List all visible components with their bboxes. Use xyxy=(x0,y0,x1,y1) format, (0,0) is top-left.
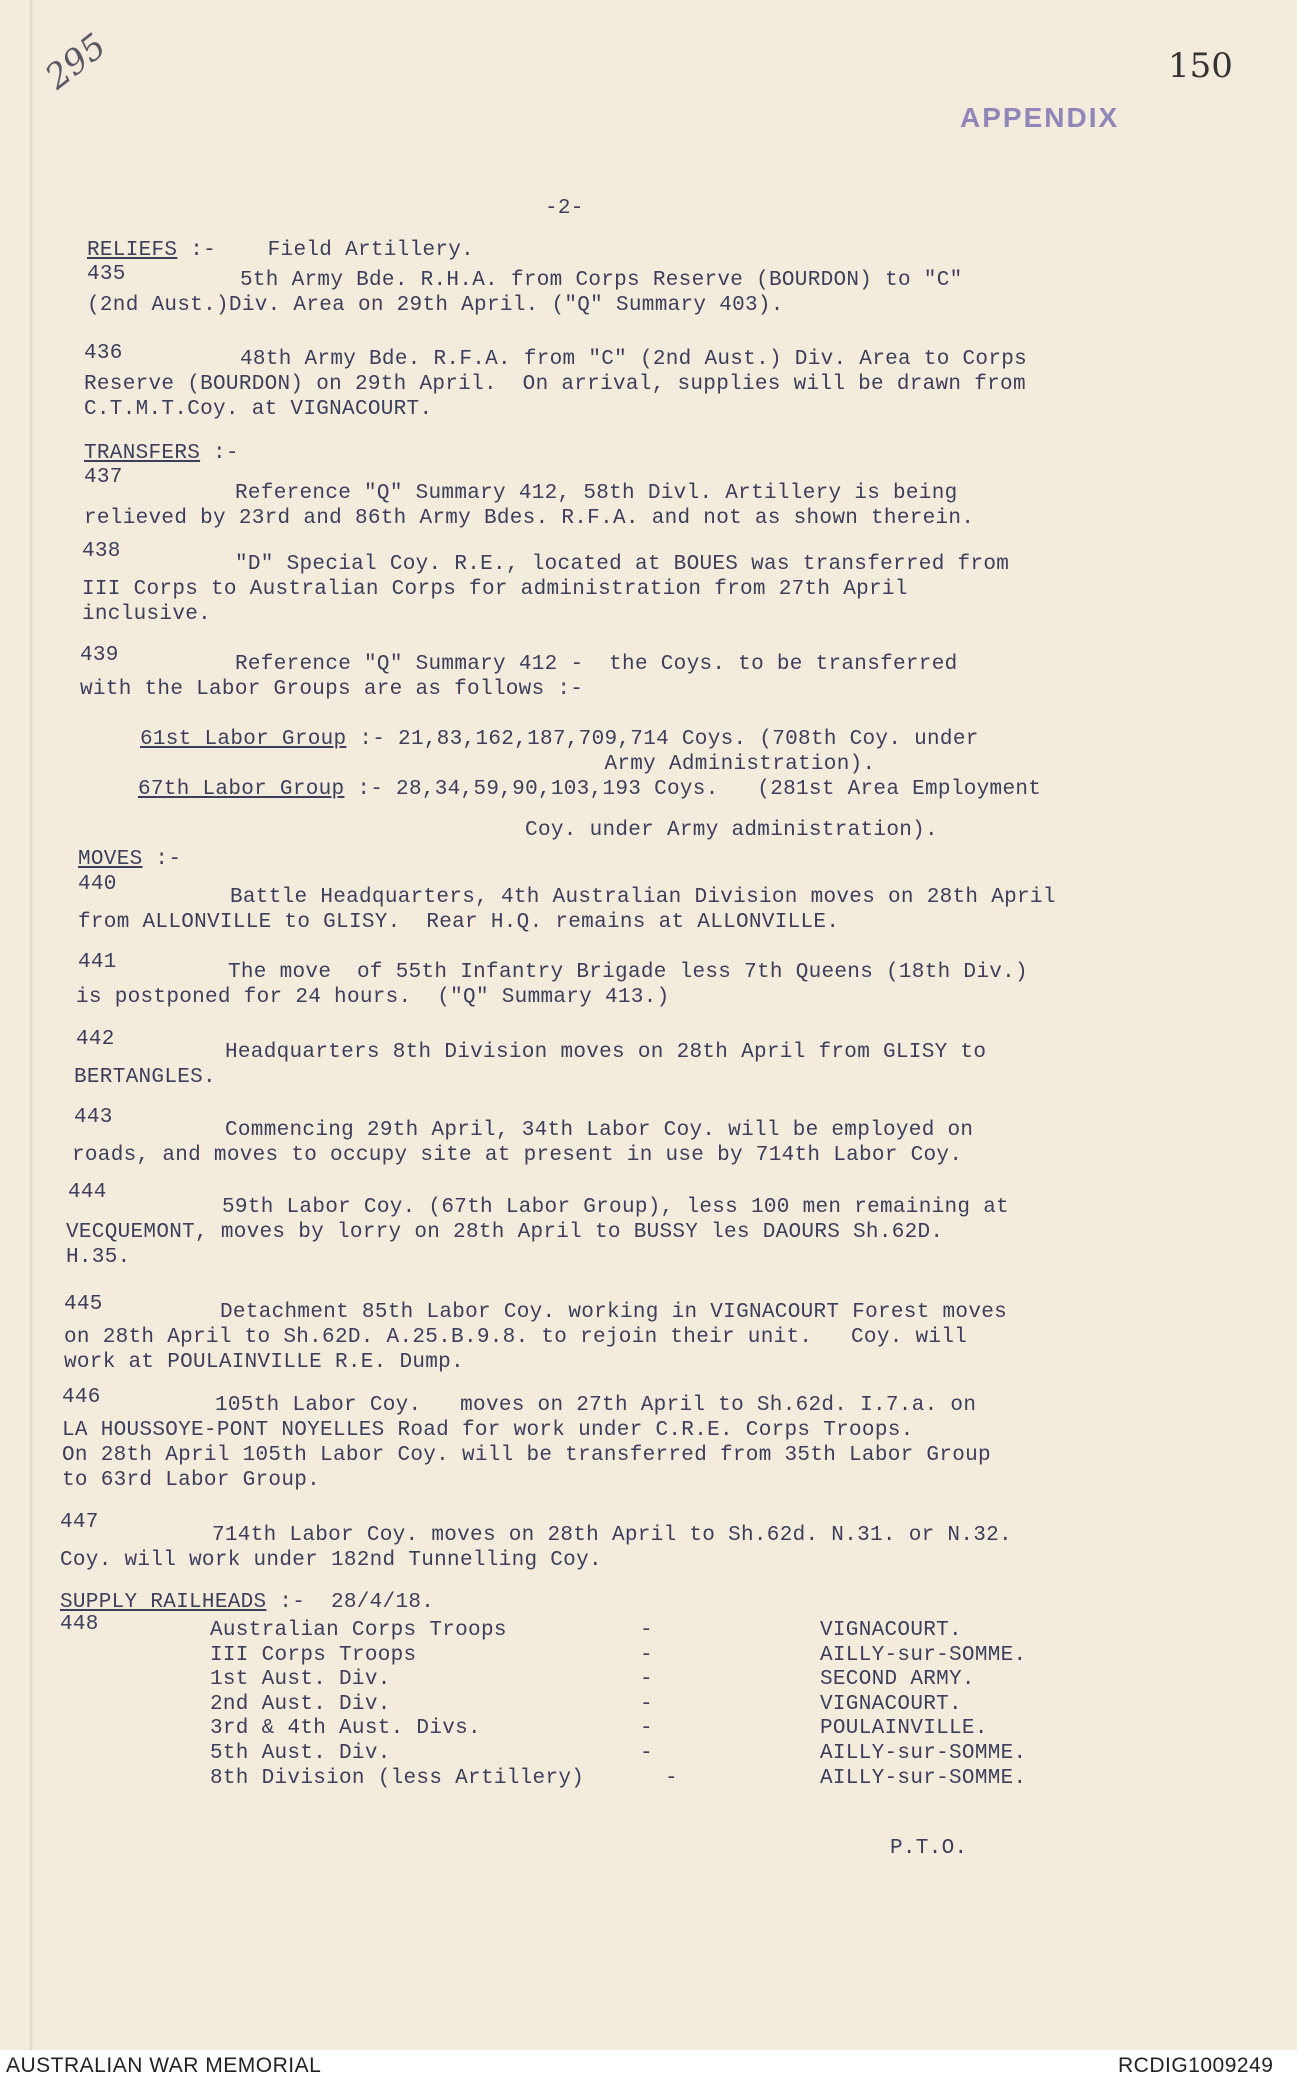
para-446-line: On 28th April 105th Labor Coy. will be transferred from 35th Labor Group xyxy=(62,1444,991,1467)
para-438-line: "D" Special Coy. R.E., located at BOUES was transferred from xyxy=(235,553,1010,576)
para-435-number: 435 xyxy=(87,263,126,286)
railhead-unit: 3rd & 4th Aust. Divs. xyxy=(210,1717,481,1740)
railhead-location: AILLY-sur-SOMME. xyxy=(820,1644,1027,1667)
para-442-number: 442 xyxy=(76,1028,115,1051)
para-436-line: 48th Army Bde. R.F.A. from "C" (2nd Aust.) Div. Area to Corps xyxy=(240,348,1028,371)
para-444-line: VECQUEMONT, moves by lorry on 28th April to BUSSY les DAOURS Sh.62D. xyxy=(66,1221,944,1244)
railhead-dash: - xyxy=(640,1668,653,1691)
railheads-date: :- 28/4/18. xyxy=(279,1591,435,1614)
transfers-heading: TRANSFERS xyxy=(84,442,201,465)
para-436-line: Reserve (BOURDON) on 29th April. On arrival, supplies will be drawn from xyxy=(84,373,1026,396)
para-447-number: 447 xyxy=(60,1511,99,1534)
appendix-stamp: APPENDIX xyxy=(960,102,1120,133)
reliefs-heading-line: RELIEFS :- Field Artillery. xyxy=(87,239,475,262)
railhead-location: POULAINVILLE. xyxy=(820,1717,988,1740)
railhead-unit: 1st Aust. Div. xyxy=(210,1668,391,1691)
transfers-heading-line: TRANSFERS :- xyxy=(84,442,239,465)
railheads-heading-line xyxy=(60,1590,434,1615)
para-445-line: work at POULAINVILLE R.E. Dump. xyxy=(64,1351,464,1374)
railhead-dash: - xyxy=(665,1767,678,1790)
para-448-number: 448 xyxy=(60,1613,99,1636)
pto-note: P.T.O. xyxy=(890,1837,968,1860)
para-435-line: (2nd Aust.)Div. Area on 29th April. ("Q" Summary 403). xyxy=(87,294,784,317)
railheads-heading: SUPPLY RAILHEADS xyxy=(60,1591,267,1614)
labor-group-61 xyxy=(140,727,979,752)
para-447-line: Coy. will work under 182nd Tunnelling Coy. xyxy=(60,1549,602,1572)
para-444-line: 59th Labor Coy. (67th Labor Group), less 100 men remaining at xyxy=(222,1196,1010,1219)
labor-group-67-note: Coy. under Army administration). xyxy=(138,819,938,842)
para-436-line: C.T.M.T.Coy. at VIGNACOURT. xyxy=(84,398,433,421)
para-437-number: 437 xyxy=(84,466,123,489)
para-445-number: 445 xyxy=(64,1293,103,1316)
reliefs-heading: RELIEFS xyxy=(87,239,178,262)
para-446-line: LA HOUSSOYE-PONT NOYELLES Road for work under C.R.E. Corps Troops. xyxy=(62,1419,914,1442)
para-443-line: roads, and moves to occupy site at present in use by 714th Labor Coy. xyxy=(72,1144,963,1167)
para-440-line: Battle Headquarters, 4th Australian Division moves on 28th April xyxy=(230,886,1056,909)
para-446-number: 446 xyxy=(62,1386,101,1409)
para-440-number: 440 xyxy=(78,873,117,896)
railhead-location: VIGNACOURT. xyxy=(820,1619,962,1642)
moves-heading: MOVES xyxy=(78,848,143,871)
para-438-line: inclusive. xyxy=(82,603,212,626)
railhead-dash: - xyxy=(640,1717,653,1740)
para-439-line: with the Labor Groups are as follows :- xyxy=(80,678,584,701)
railhead-location: VIGNACOURT. xyxy=(820,1693,962,1716)
railhead-location: AILLY-sur-SOMME. xyxy=(820,1767,1027,1790)
railhead-unit: 8th Division (less Artillery) xyxy=(210,1767,585,1790)
para-444-number: 444 xyxy=(68,1181,107,1204)
para-442-line: BERTANGLES. xyxy=(74,1066,216,1089)
railhead-unit: Australian Corps Troops xyxy=(210,1619,507,1642)
para-438-line: III Corps to Australian Corps for administration from 27th April xyxy=(82,578,908,601)
railhead-location: SECOND ARMY. xyxy=(820,1668,975,1691)
para-439-line: Reference "Q" Summary 412 - the Coys. to be transferred xyxy=(235,653,958,676)
labor-group-61-name: 61st Labor Group xyxy=(140,728,347,751)
para-447-line: 714th Labor Coy. moves on 28th April to Sh.62d. N.31. or N.32. xyxy=(212,1524,1012,1547)
para-441-line: is postponed for 24 hours. ("Q" Summary 413.) xyxy=(76,986,670,1009)
railhead-dash: - xyxy=(640,1693,653,1716)
labor-group-61-coys: :- 21,83,162,187,709,714 Coys. (708th Coy. under xyxy=(359,728,979,751)
page-number: 150 xyxy=(1168,46,1233,86)
railhead-dash: - xyxy=(640,1619,653,1642)
railhead-location: AILLY-sur-SOMME. xyxy=(820,1742,1027,1765)
para-439-number: 439 xyxy=(80,644,119,667)
labor-group-67-coys: :- 28,34,59,90,103,193 Coys. (281st Area Employment xyxy=(357,778,1042,801)
para-444-line: H.35. xyxy=(66,1246,131,1269)
reliefs-subject: Field Artillery. xyxy=(267,239,475,262)
railhead-dash: - xyxy=(640,1742,653,1765)
para-446-line: to 63rd Labor Group. xyxy=(62,1469,321,1492)
footer-reference: RCDIG1009249 xyxy=(1118,2054,1274,2077)
para-445-line: on 28th April to Sh.62D. A.25.B.9.8. to rejoin their unit. Coy. will xyxy=(64,1326,968,1349)
railhead-unit: III Corps Troops xyxy=(210,1644,417,1667)
labor-group-67 xyxy=(138,777,1041,802)
railhead-dash: - xyxy=(640,1644,653,1667)
para-443-line: Commencing 29th April, 34th Labor Coy. will be employed on xyxy=(225,1119,974,1142)
para-435-line: 5th Army Bde. R.H.A. from Corps Reserve (BOURDON) to "C" xyxy=(240,269,963,292)
sheet-number: -2- xyxy=(545,197,584,220)
railhead-unit: 2nd Aust. Div. xyxy=(210,1693,391,1716)
para-443-number: 443 xyxy=(74,1106,113,1129)
para-442-line: Headquarters 8th Division moves on 28th April from GLISY to xyxy=(225,1041,987,1064)
para-441-number: 441 xyxy=(78,951,117,974)
page-edge-shadow xyxy=(30,0,34,2050)
para-440-line: from ALLONVILLE to GLISY. Rear H.Q. remains at ALLONVILLE. xyxy=(78,911,840,934)
labor-group-67-name: 67th Labor Group xyxy=(138,778,345,801)
railhead-unit: 5th Aust. Div. xyxy=(210,1742,391,1765)
para-438-number: 438 xyxy=(82,540,121,563)
footer-institution: AUSTRALIAN WAR MEMORIAL xyxy=(6,2054,322,2077)
para-437-line: relieved by 23rd and 86th Army Bdes. R.F.A. and not as shown therein. xyxy=(84,507,975,530)
para-441-line: The move of 55th Infantry Brigade less 7th Queens (18th Div.) xyxy=(228,961,1028,984)
folio-handwritten: 295 xyxy=(38,26,114,98)
para-436-number: 436 xyxy=(84,342,123,365)
para-445-line: Detachment 85th Labor Coy. working in VIGNACOURT Forest moves xyxy=(220,1301,1008,1324)
para-437-line: Reference "Q" Summary 412, 58th Divl. Artillery is being xyxy=(235,482,958,505)
labor-group-61-note: Army Administration). xyxy=(140,753,876,776)
moves-heading-line: MOVES :- xyxy=(78,848,182,871)
para-446-line: 105th Labor Coy. moves on 27th April to Sh.62d. I.7.a. on xyxy=(215,1394,977,1417)
